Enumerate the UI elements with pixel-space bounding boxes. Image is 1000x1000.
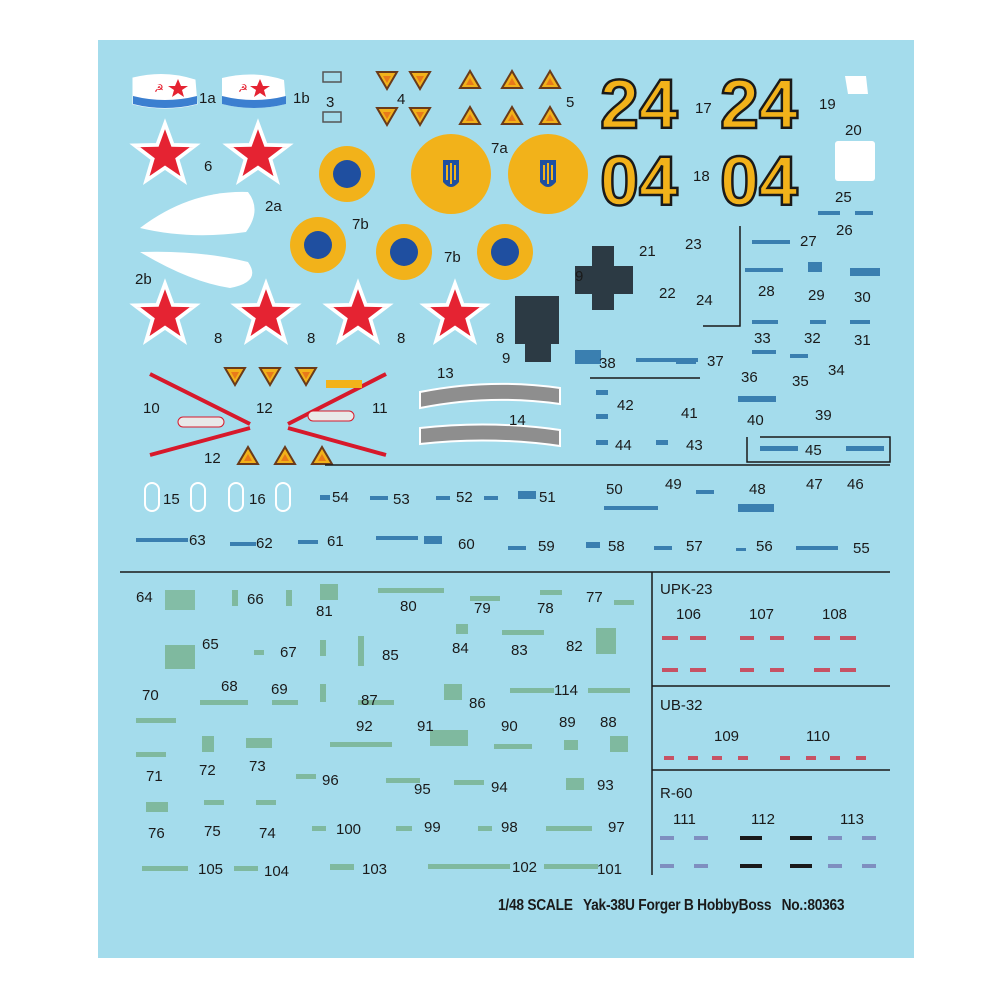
decal-label: 4 <box>397 91 406 108</box>
fin-band-decal <box>140 192 255 235</box>
decal-label: 35 <box>792 373 809 390</box>
decal-label: 78 <box>537 600 554 617</box>
decal-label: 43 <box>686 437 703 454</box>
decal-label: 9 <box>502 350 511 367</box>
decal-label: 77 <box>586 589 603 606</box>
decal-label: 108 <box>822 606 848 623</box>
decal-label: 58 <box>608 538 625 555</box>
decal-label: 54 <box>332 489 349 506</box>
patch-decal <box>845 76 868 94</box>
section-heading-r60: R-60 <box>660 785 693 802</box>
decal-label: 100 <box>336 821 362 838</box>
decal-label: 3 <box>326 94 335 111</box>
decal-label: 1a <box>199 90 216 107</box>
decal-label: 101 <box>597 861 623 878</box>
instrument-panel-decal <box>515 246 633 362</box>
pylon-label-decal <box>326 380 362 388</box>
decal-label: 26 <box>836 222 853 239</box>
decal-label: 37 <box>707 353 724 370</box>
decal-label: 7b <box>352 216 369 233</box>
decal-label: 24 <box>696 292 713 309</box>
decal-label: 85 <box>382 647 399 664</box>
section-heading-ub: UB-32 <box>660 697 703 714</box>
pylon-label-decal <box>308 411 354 421</box>
decal-label: 2a <box>265 198 282 215</box>
decal-label: 107 <box>749 606 775 623</box>
decal-label: 22 <box>659 285 676 302</box>
caption-scale: 1/48 SCALE <box>498 897 573 914</box>
decal-label: 39 <box>815 407 832 424</box>
decal-label: 80 <box>400 598 417 615</box>
patch-decal <box>835 141 875 181</box>
decal-label: 90 <box>501 718 518 735</box>
decal-label: 96 <box>322 772 339 789</box>
svg-text:24: 24 <box>600 65 678 143</box>
pylon-label-decal <box>178 417 224 427</box>
decal-label: 36 <box>741 369 758 386</box>
decal-label: 40 <box>747 412 764 429</box>
decal-label: 91 <box>417 718 434 735</box>
decal-label: 105 <box>198 861 224 878</box>
decal-label: 102 <box>512 859 538 876</box>
decal-label: 95 <box>414 781 431 798</box>
decal-label: 12 <box>204 450 221 467</box>
caption-model: Yak-38U Forger B HobbyBoss <box>582 897 772 914</box>
decal-label: 1b <box>293 90 310 107</box>
decal-label: 60 <box>458 536 475 553</box>
decal-label: 75 <box>204 823 221 840</box>
decal-label: 94 <box>491 779 508 796</box>
ukraine-trident-roundel-icon <box>411 134 491 214</box>
decal-label: 111 <box>673 811 696 828</box>
decal-label: 25 <box>835 189 852 206</box>
decal-label: 56 <box>756 538 773 555</box>
decal-label: 50 <box>606 481 623 498</box>
decal-label: 2b <box>135 271 152 288</box>
decal-label: 51 <box>539 489 556 506</box>
decal-label: 8 <box>397 330 406 347</box>
decal-label: 42 <box>617 397 634 414</box>
decal-label: 99 <box>424 819 441 836</box>
decal-label: 106 <box>676 606 702 623</box>
decal-label: 65 <box>202 636 219 653</box>
svg-text:24: 24 <box>720 65 798 143</box>
decal-label: 7b <box>444 249 461 266</box>
decal-label: 6 <box>204 158 213 175</box>
ordnance-stencil-decal <box>660 636 876 868</box>
decal-label: 76 <box>148 825 165 842</box>
decal-label: 74 <box>259 825 276 842</box>
decal-label: 79 <box>474 600 491 617</box>
decal-label: 16 <box>249 491 266 508</box>
decal-label: 44 <box>615 437 632 454</box>
decal-label: 89 <box>559 714 576 731</box>
decal-label: 28 <box>758 283 775 300</box>
navy-flag-icon <box>222 74 286 108</box>
decal-label: 21 <box>639 243 656 260</box>
decal-label: 69 <box>271 681 288 698</box>
blue-yellow-roundel-icon <box>290 146 533 280</box>
decal-label: 55 <box>853 540 870 557</box>
decal-label: 98 <box>501 819 518 836</box>
decal-label: 88 <box>600 714 617 731</box>
decal-label: 15 <box>163 491 180 508</box>
decal-label: 12 <box>256 400 273 417</box>
decal-label: 33 <box>754 330 771 347</box>
decal-label: 68 <box>221 678 238 695</box>
decal-label: 11 <box>372 400 388 417</box>
decal-label: 81 <box>316 603 333 620</box>
decal-label: 18 <box>693 168 710 185</box>
decal-label: 27 <box>800 233 817 250</box>
decal-label: 34 <box>828 362 845 379</box>
decal-label: 93 <box>597 777 614 794</box>
svg-text:04: 04 <box>720 142 798 220</box>
decal-label: 86 <box>469 695 486 712</box>
decal-label: 97 <box>608 819 625 836</box>
decal-label: 112 <box>751 811 775 828</box>
decal-label: 41 <box>681 405 698 422</box>
decal-label: 13 <box>437 365 454 382</box>
decal-label: 61 <box>327 533 344 550</box>
decal-label: 62 <box>256 535 273 552</box>
decal-label: 109 <box>714 728 740 745</box>
sheet-caption <box>498 897 845 923</box>
decal-label: 14 <box>509 412 526 429</box>
decal-label: 9 <box>575 268 584 285</box>
navy-flag-icon <box>133 74 197 108</box>
decal-label: 67 <box>280 644 297 661</box>
walkway-decal <box>420 424 560 446</box>
decal-label: 10 <box>143 400 160 417</box>
svg-text:04: 04 <box>600 142 678 220</box>
svg-text:☭: ☭ <box>154 83 164 95</box>
decal-label: 8 <box>214 330 223 347</box>
decal-label: 63 <box>189 532 206 549</box>
decal-label: 19 <box>819 96 836 113</box>
decal-label: 72 <box>199 762 216 779</box>
decal-label: 47 <box>806 476 823 493</box>
decal-label: 87 <box>361 692 378 709</box>
decal-label: 20 <box>845 122 862 139</box>
section-heading-upk: UPK-23 <box>660 581 713 598</box>
decal-label: 73 <box>249 758 266 775</box>
fin-band-decal <box>140 252 252 288</box>
decal-label: 8 <box>307 330 316 347</box>
decal-label: 66 <box>247 591 264 608</box>
decal-label: 83 <box>511 642 528 659</box>
decal-label: 57 <box>686 538 703 555</box>
decal-label: 17 <box>695 100 712 117</box>
decal-label: 49 <box>665 476 682 493</box>
walkway-decal <box>420 384 560 408</box>
side-number-decal <box>600 65 798 220</box>
decal-label: 110 <box>806 728 830 745</box>
decal-label: 48 <box>749 481 766 498</box>
decal-label: 70 <box>142 687 159 704</box>
stencil-frame <box>323 112 341 122</box>
decal-label: 114 <box>554 682 578 699</box>
decal-label: 45 <box>805 442 822 459</box>
decal-label: 32 <box>804 330 821 347</box>
decal-label: 7a <box>491 140 508 157</box>
decal-label: 103 <box>362 861 388 878</box>
stencil-frame <box>323 72 341 82</box>
decal-label: 8 <box>496 330 505 347</box>
decal-label: 82 <box>566 638 583 655</box>
decal-label: 23 <box>685 236 702 253</box>
decal-label: 84 <box>452 640 469 657</box>
decal-label: 5 <box>566 94 575 111</box>
decal-label: 29 <box>808 287 825 304</box>
decal-label: 30 <box>854 289 871 306</box>
decal-label: 113 <box>840 811 864 828</box>
decal-label: 53 <box>393 491 410 508</box>
decal-label: 64 <box>136 589 153 606</box>
decal-label: 104 <box>264 863 290 880</box>
ukraine-trident-roundel-icon <box>508 134 588 214</box>
decal-label: 92 <box>356 718 373 735</box>
caption-kit-number: No.:80363 <box>781 897 845 914</box>
decal-label: 71 <box>146 768 163 785</box>
decal-label: 46 <box>847 476 864 493</box>
decal-label: 52 <box>456 489 473 506</box>
svg-text:☭: ☭ <box>238 83 248 95</box>
decal-label: 59 <box>538 538 555 555</box>
decal-label: 31 <box>854 332 871 349</box>
decal-label: 38 <box>599 355 616 372</box>
